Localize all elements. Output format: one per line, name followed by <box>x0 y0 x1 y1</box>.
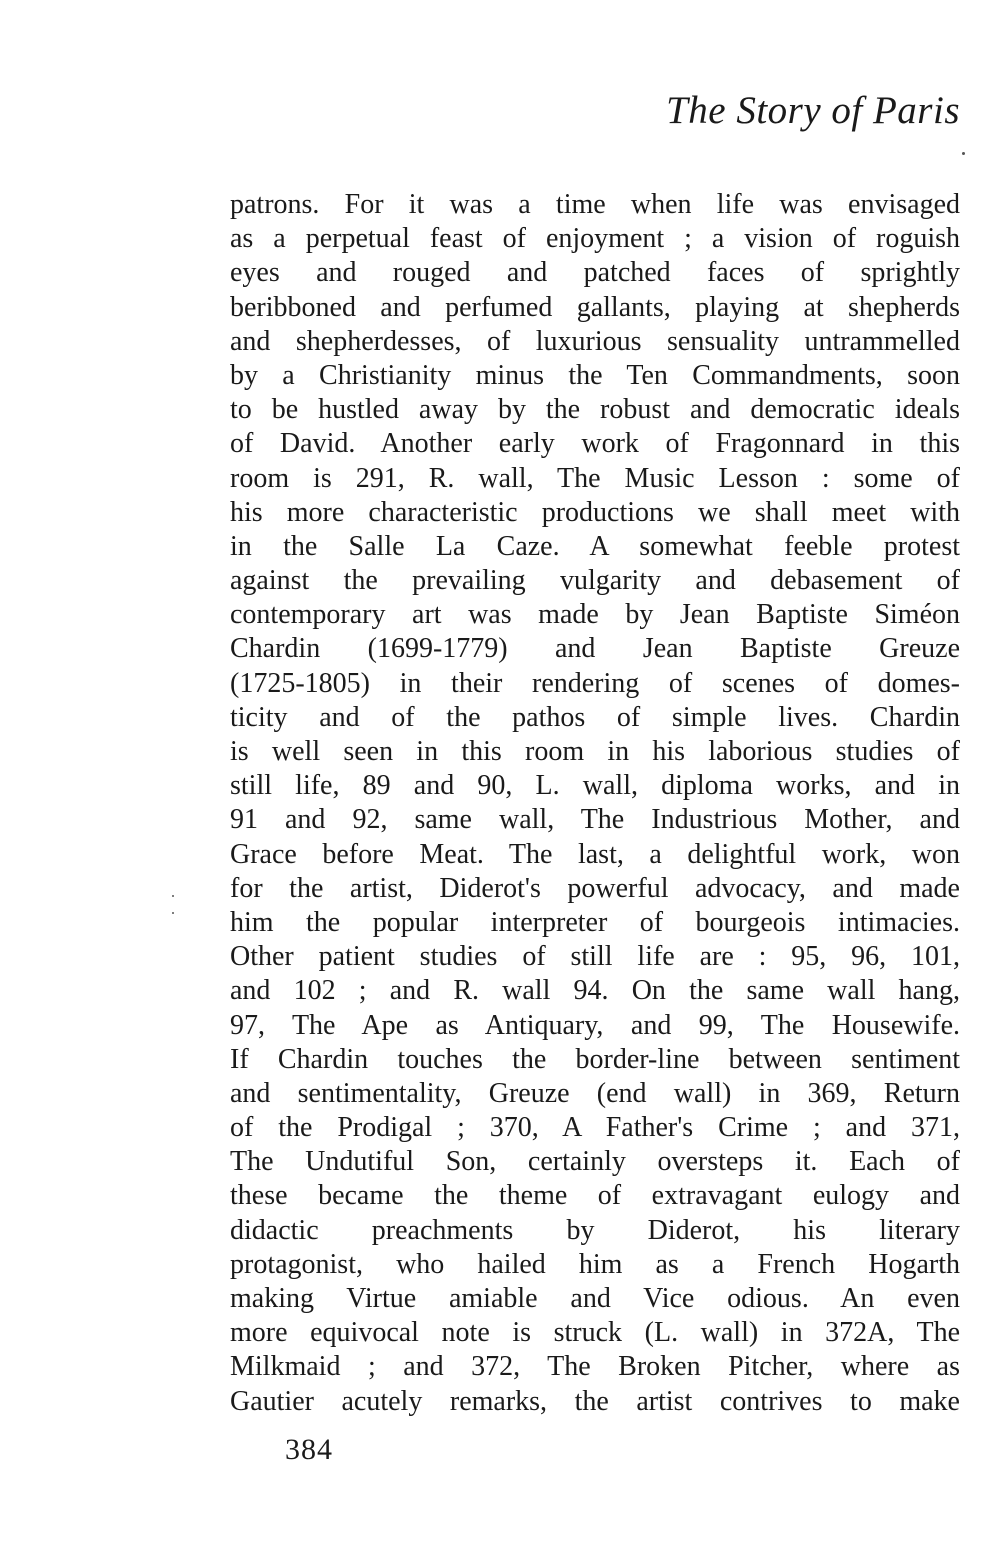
scan-speck <box>172 895 174 897</box>
text-line: and shepherdesses, of luxurious sensuality untrammelled <box>230 325 960 357</box>
text-line: Other patient studies of still life are : 95, 96, 101, <box>230 941 960 973</box>
text-line: The Undutiful Son, certainly oversteps it. Each of <box>230 1146 960 1178</box>
text-line: to be hustled away by the robust and democratic ideals <box>230 394 960 426</box>
text-line: room is 291, R. wall, The Music Lesson : some of <box>230 462 960 494</box>
text-line: eyes and rouged and patched faces of sprightly <box>230 257 960 289</box>
text-line: making Virtue amiable and Vice odious. An even <box>230 1283 960 1314</box>
running-head: The Story of Paris <box>666 89 960 132</box>
text-line: of the Prodigal ; 370, A Father's Crime ; and 371, <box>230 1112 960 1144</box>
page-number: 384 <box>285 1433 333 1466</box>
text-line: these became the theme of extravagant eulogy and <box>230 1180 960 1212</box>
text-line: 97, The Ape as Antiquary, and 99, The Housewife. <box>230 1009 960 1041</box>
scan-speck <box>962 152 965 155</box>
text-line: him the popular interpreter of bourgeois intimacies. <box>230 906 960 938</box>
text-line: by a Christianity minus the Ten Commandments, soon <box>230 359 960 391</box>
text-line: Milkmaid ; and 372, The Broken Pitcher, where as <box>230 1351 960 1383</box>
text-line: and 102 ; and R. wall 94. On the same wall hang, <box>230 975 960 1007</box>
text-line: more equivocal note is struck (L. wall) in 372A, The <box>230 1317 960 1349</box>
text-line: is well seen in this room in his laborious studies of <box>230 736 960 767</box>
text-line: beribboned and perfumed gallants, playing at shepherds <box>230 291 960 323</box>
text-line: for the artist, Diderot's powerful advocacy, and made <box>230 872 960 904</box>
text-line: as a perpetual feast of enjoyment ; a vision of roguish <box>230 223 960 255</box>
text-line: If Chardin touches the border-line between sentiment <box>230 1043 960 1075</box>
body-text <box>230 188 960 1419</box>
text-line: of David. Another early work of Fragonnard in this <box>230 428 960 460</box>
text-line: Chardin (1699-1779) and Jean Baptiste Greuze <box>230 633 960 665</box>
text-line: protagonist, who hailed him as a French Hogarth <box>230 1248 960 1280</box>
text-line: his more characteristic productions we shall meet with <box>230 496 960 528</box>
text-line: ticity and of the pathos of simple lives. Chardin <box>230 701 960 733</box>
text-line: didactic preachments by Diderot, his literary <box>230 1214 960 1246</box>
text-line: and sentimentality, Greuze (end wall) in 369, Return <box>230 1077 960 1109</box>
text-line: Gautier acutely remarks, the artist contrives to make <box>230 1385 960 1417</box>
text-line: contemporary art was made by Jean Baptiste Siméon <box>230 599 960 631</box>
text-line: patrons. For it was a time when life was envisaged <box>230 189 960 220</box>
text-line: 91 and 92, same wall, The Industrious Mother, and <box>230 804 960 836</box>
text-line: still life, 89 and 90, L. wall, diploma works, and in <box>230 770 960 802</box>
text-line: (1725-1805) in their rendering of scenes of domes- <box>230 667 960 699</box>
text-line: Grace before Meat. The last, a delightful work, won <box>230 838 960 870</box>
text-line: in the Salle La Caze. A somewhat feeble protest <box>230 530 960 562</box>
text-line: against the prevailing vulgarity and debasement of <box>230 565 960 597</box>
scan-speck <box>172 912 174 914</box>
